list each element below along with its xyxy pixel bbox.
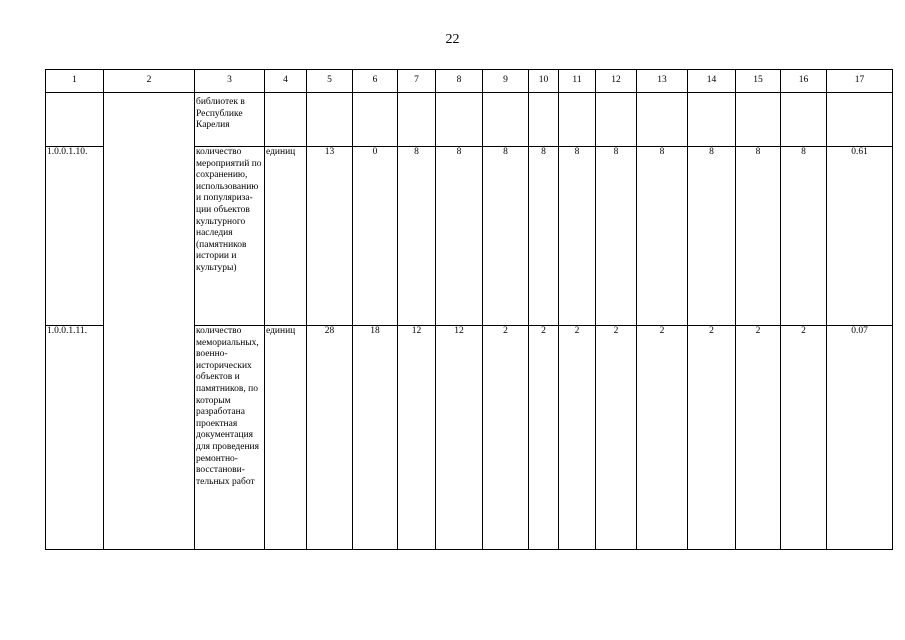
- column-header: 9: [483, 70, 529, 93]
- row-unit: единиц: [265, 147, 307, 326]
- column-header: 2: [104, 70, 195, 93]
- column-header: 7: [398, 70, 436, 93]
- value-cell: [483, 93, 529, 147]
- value-cell: 12: [436, 326, 483, 550]
- value-cell: 8: [596, 147, 637, 326]
- column-header: 12: [596, 70, 637, 93]
- value-cell: 8: [637, 147, 688, 326]
- column-header: 5: [307, 70, 353, 93]
- value-cell: [637, 93, 688, 147]
- value-cell: [688, 93, 736, 147]
- column-header: 15: [736, 70, 781, 93]
- value-cell: 18: [353, 326, 398, 550]
- column-header: 17: [827, 70, 893, 93]
- value-cell: 2: [529, 326, 559, 550]
- value-cell: 0.61: [827, 147, 893, 326]
- indicators-table: [45, 69, 893, 550]
- column-header: 13: [637, 70, 688, 93]
- value-cell: [398, 93, 436, 147]
- column-header: 16: [781, 70, 827, 93]
- value-cell: 8: [736, 147, 781, 326]
- value-cell: 2: [736, 326, 781, 550]
- value-cell: 8: [398, 147, 436, 326]
- value-cell: [307, 93, 353, 147]
- value-cell: 8: [559, 147, 596, 326]
- table-header-row: [46, 70, 893, 93]
- value-cell: [529, 93, 559, 147]
- value-cell: [736, 93, 781, 147]
- column-header: 8: [436, 70, 483, 93]
- row-unit: единиц: [265, 326, 307, 550]
- column-header: 1: [46, 70, 104, 93]
- value-cell: 2: [559, 326, 596, 550]
- value-cell: 8: [436, 147, 483, 326]
- value-cell: 2: [596, 326, 637, 550]
- column-header: 4: [265, 70, 307, 93]
- merged-cell-column-2: [104, 93, 195, 550]
- value-cell: [436, 93, 483, 147]
- value-cell: 13: [307, 147, 353, 326]
- value-cell: [827, 93, 893, 147]
- value-cell: [353, 93, 398, 147]
- row-description: библиотек в Республике Карелия: [195, 93, 265, 147]
- value-cell: 2: [637, 326, 688, 550]
- value-cell: 12: [398, 326, 436, 550]
- value-cell: 8: [688, 147, 736, 326]
- column-header: 14: [688, 70, 736, 93]
- value-cell: 2: [688, 326, 736, 550]
- row-unit: [265, 93, 307, 147]
- column-header: 11: [559, 70, 596, 93]
- value-cell: [596, 93, 637, 147]
- table-row: [46, 93, 893, 147]
- value-cell: 8: [781, 147, 827, 326]
- value-cell: [559, 93, 596, 147]
- column-header: 6: [353, 70, 398, 93]
- row-description: количество мероприятий по сохранению, использованию и популяризации объектов культурного наследия (памятников истории и культуры): [195, 147, 265, 326]
- value-cell: 0.07: [827, 326, 893, 550]
- value-cell: 8: [529, 147, 559, 326]
- value-cell: 0: [353, 147, 398, 326]
- row-code: [46, 93, 104, 147]
- value-cell: 8: [483, 147, 529, 326]
- value-cell: 28: [307, 326, 353, 550]
- row-code: 1.0.0.1.10.: [46, 147, 104, 326]
- column-header: 3: [195, 70, 265, 93]
- page-number: 22: [445, 32, 460, 47]
- column-header: 10: [529, 70, 559, 93]
- value-cell: 2: [781, 326, 827, 550]
- row-description: количество мемориальных, военно-исторических объектов и памятников, по которым разработана проектная документация для проведения ремонтно-восстановительных работ: [195, 326, 265, 550]
- value-cell: [781, 93, 827, 147]
- value-cell: 2: [483, 326, 529, 550]
- row-code: 1.0.0.1.11.: [46, 326, 104, 550]
